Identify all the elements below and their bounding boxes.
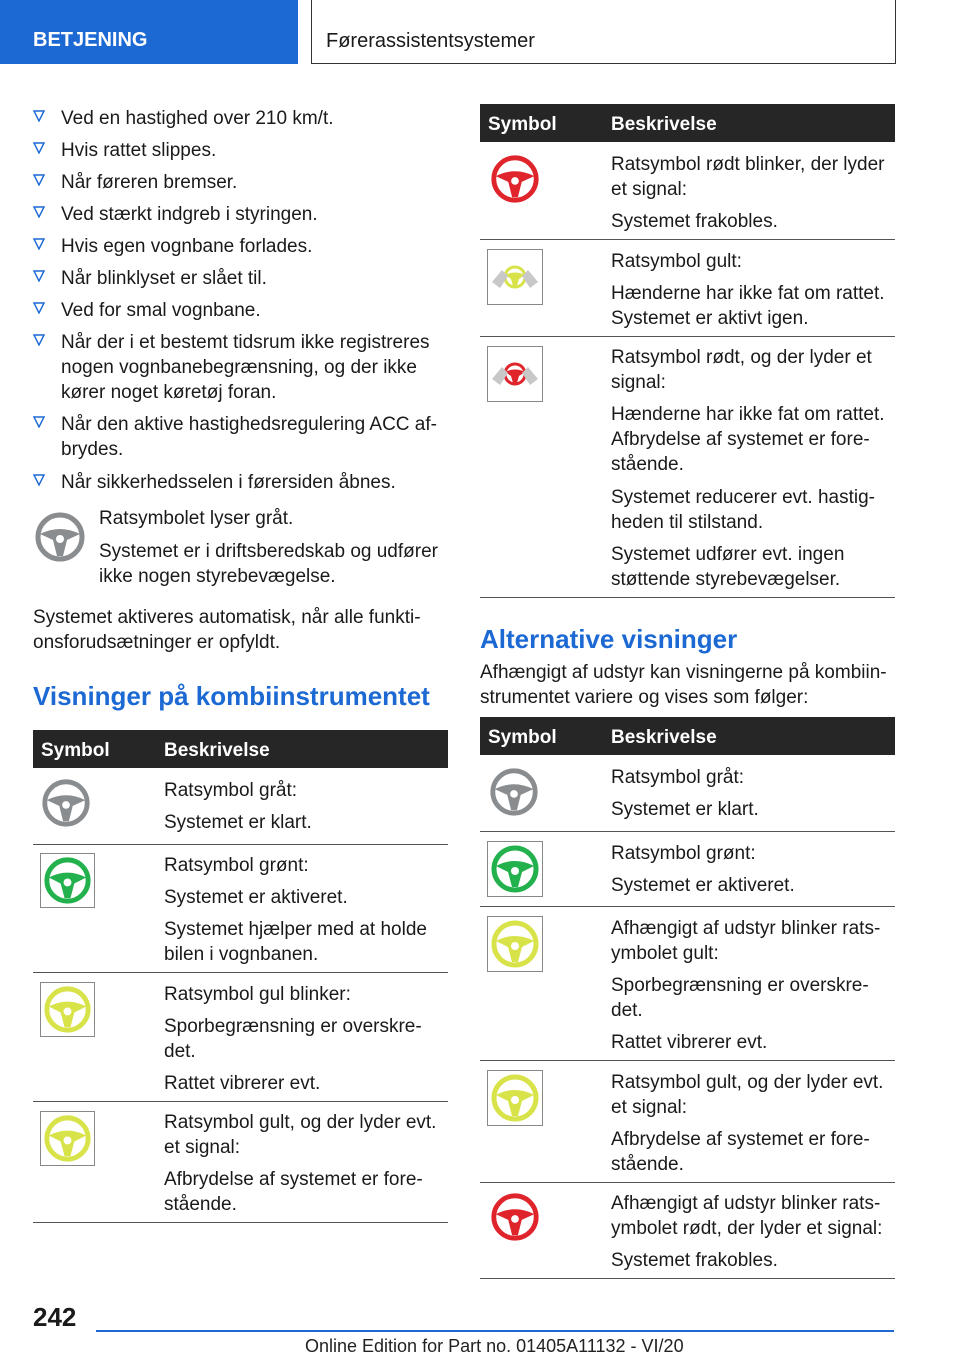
- row-divider: [480, 597, 895, 598]
- section-heading-alternative: Alternative visninger: [480, 624, 738, 654]
- table-header: Symbol Beskrivelse: [480, 717, 895, 755]
- triangle-bullet-icon: [33, 142, 45, 154]
- row-divider: [480, 1060, 895, 1061]
- triangle-bullet-icon: [33, 238, 45, 250]
- section-tab: [0, 0, 298, 64]
- steering-wheel-grey-icon: [33, 510, 87, 564]
- steering-wheel-grey-icon: [40, 777, 92, 829]
- steering-wheel-yellow-icon: [40, 1111, 95, 1166]
- triangle-bullet-icon: [33, 334, 45, 346]
- steering-wheel-grey-icon: [488, 766, 540, 818]
- triangle-bullet-icon: [33, 110, 45, 122]
- grey-note-line-2: Systemet er i driftsberedskab og udfører ikke nogen styrebevægelse.: [99, 541, 438, 587]
- auto-activation-text: Systemet aktiveres automatisk, når alle funkti-onsforudsætninger er opfyldt.: [33, 607, 421, 653]
- row-divider: [33, 1101, 448, 1102]
- triangle-bullet-icon: [33, 270, 45, 282]
- chapter-box: [311, 0, 896, 64]
- steering-wheel-yellow-icon: [487, 916, 543, 972]
- triangle-bullet-icon: [33, 474, 45, 486]
- hands-steering-wheel-red-icon: [487, 346, 543, 402]
- row-divider: [480, 1182, 895, 1183]
- steering-wheel-red-icon: [489, 1191, 541, 1243]
- alternative-intro-text: Afhængigt af udstyr kan visningerne på kombiin-strumentet variere og vises som følger:: [480, 662, 887, 708]
- edition-text: Online Edition for Part no. 01405A11132 - VI/20: [305, 1336, 684, 1356]
- chapter-title: Førerassistentsystemer: [326, 30, 535, 52]
- grey-note-line-1: Ratsymbolet lyser gråt.: [99, 508, 294, 529]
- steering-wheel-red-icon: [489, 153, 541, 205]
- row-divider: [33, 972, 448, 973]
- row-divider: [33, 1222, 448, 1223]
- row-divider: [480, 906, 895, 907]
- steering-wheel-yellow-icon: [40, 982, 95, 1037]
- triangle-bullet-icon: [33, 416, 45, 428]
- triangle-bullet-icon: [33, 206, 45, 218]
- steering-wheel-green-icon: [40, 853, 95, 908]
- hands-steering-wheel-yellow-icon: [487, 249, 543, 305]
- row-divider: [480, 336, 895, 337]
- table-header: Symbol Beskrivelse: [33, 730, 448, 768]
- section-title: BETJENING: [33, 29, 148, 51]
- section-heading-kombi: Visninger på kombiinstrumentet: [33, 681, 430, 711]
- steering-wheel-yellow-icon: [487, 1070, 543, 1126]
- row-divider: [480, 239, 895, 240]
- footer-rule: [96, 1330, 894, 1332]
- row-divider: [480, 831, 895, 832]
- steering-wheel-green-icon: [487, 841, 543, 897]
- table-header: Symbol Beskrivelse: [480, 104, 895, 142]
- page-number: 242: [33, 1302, 77, 1332]
- row-divider: [33, 844, 448, 845]
- triangle-bullet-icon: [33, 174, 45, 186]
- triangle-bullet-icon: [33, 302, 45, 314]
- row-divider: [480, 1278, 895, 1279]
